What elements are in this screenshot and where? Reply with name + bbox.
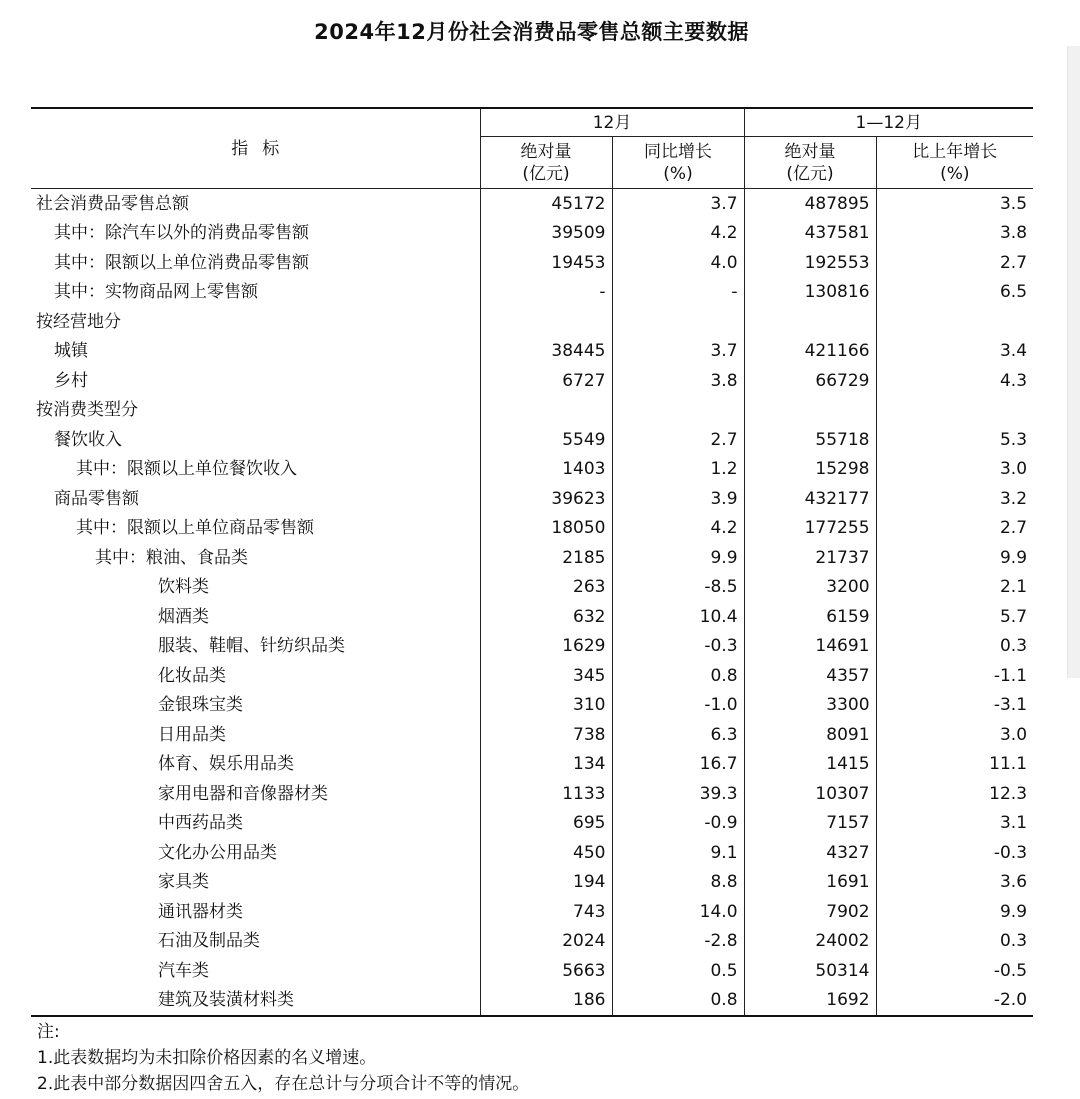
data-table <box>31 107 1033 1017</box>
ytd-yoy-cell: -0.3 <box>876 838 1033 868</box>
ytd-absolute-cell: 8091 <box>744 720 876 750</box>
table-row <box>31 632 1033 662</box>
month-absolute-cell: 2024 <box>480 927 612 957</box>
table-row <box>31 927 1033 957</box>
table-row <box>31 602 1033 632</box>
ytd-absolute-cell: 432177 <box>744 484 876 514</box>
month-yoy-label: 同比增长 <box>644 141 712 162</box>
ytd-yoy-cell: 12.3 <box>876 779 1033 809</box>
month-yoy-cell: -0.9 <box>612 809 744 839</box>
month-yoy-cell: 8.8 <box>612 868 744 898</box>
row-name: 体育、娱乐用品类 <box>31 750 480 780</box>
table-row <box>31 189 1033 219</box>
table-row <box>31 956 1033 986</box>
row-name: 其中：限额以上单位商品零售额 <box>31 514 480 544</box>
ytd-yoy-cell: 2.7 <box>876 248 1033 278</box>
ytd-absolute-cell: 4357 <box>744 661 876 691</box>
ytd-absolute-cell: 421166 <box>744 337 876 367</box>
row-name: 文化办公用品类 <box>31 838 480 868</box>
month-absolute-cell: 194 <box>480 868 612 898</box>
ytd-absolute-cell: 1415 <box>744 750 876 780</box>
row-name: 其中：除汽车以外的消费品零售额 <box>31 219 480 249</box>
month-yoy-cell: -1.0 <box>612 691 744 721</box>
month-absolute-unit: (亿元) <box>522 163 570 184</box>
row-name: 日用品类 <box>31 720 480 750</box>
ytd-yoy-cell: 9.9 <box>876 897 1033 927</box>
ytd-yoy-cell: -3.1 <box>876 691 1033 721</box>
month-absolute-cell: - <box>480 278 612 308</box>
row-name: 其中：粮油、食品类 <box>31 543 480 573</box>
month-absolute-cell: 1403 <box>480 455 612 485</box>
month-yoy-cell: 16.7 <box>612 750 744 780</box>
row-name: 家用电器和音像器材类 <box>31 779 480 809</box>
scrollbar-strip <box>1067 46 1080 678</box>
table-row <box>31 543 1033 573</box>
month-yoy-cell: -0.3 <box>612 632 744 662</box>
row-name: 其中：限额以上单位消费品零售额 <box>31 248 480 278</box>
table-row <box>31 779 1033 809</box>
row-name: 商品零售额 <box>31 484 480 514</box>
month-absolute-cell: 19453 <box>480 248 612 278</box>
ytd-absolute-cell: 10307 <box>744 779 876 809</box>
ytd-absolute-label: 绝对量 <box>784 141 836 162</box>
table-row <box>31 809 1033 839</box>
table-row <box>31 484 1033 514</box>
month-yoy-cell: 3.9 <box>612 484 744 514</box>
ytd-yoy-cell: 6.5 <box>876 278 1033 308</box>
month-absolute-cell: 186 <box>480 986 612 1017</box>
ytd-absolute-cell: 14691 <box>744 632 876 662</box>
note-line-1: 1.此表数据均为未扣除价格因素的名义增速。 <box>37 1048 377 1068</box>
month-yoy-cell: 4.2 <box>612 514 744 544</box>
ytd-absolute-cell: 177255 <box>744 514 876 544</box>
table-row <box>31 720 1033 750</box>
row-name: 按消费类型分 <box>31 396 480 426</box>
ytd-yoy-cell: -0.5 <box>876 956 1033 986</box>
ytd-yoy-cell: 2.1 <box>876 573 1033 603</box>
table-row <box>31 661 1033 691</box>
row-name: 化妆品类 <box>31 661 480 691</box>
month-yoy-cell: 0.8 <box>612 986 744 1017</box>
row-name: 其中：实物商品网上零售额 <box>31 278 480 308</box>
month-yoy-cell: 4.2 <box>612 219 744 249</box>
ytd-absolute-cell: 50314 <box>744 956 876 986</box>
ytd-absolute-cell: 1692 <box>744 986 876 1017</box>
ytd-yoy-cell: 3.5 <box>876 189 1033 219</box>
month-absolute-cell: 18050 <box>480 514 612 544</box>
row-name: 石油及制品类 <box>31 927 480 957</box>
month-absolute-cell: 1133 <box>480 779 612 809</box>
ytd-absolute-cell: 15298 <box>744 455 876 485</box>
row-name: 其中：限额以上单位餐饮收入 <box>31 455 480 485</box>
row-name: 服装、鞋帽、针纺织品类 <box>31 632 480 662</box>
month-absolute-cell: 345 <box>480 661 612 691</box>
table-body <box>31 189 1033 1017</box>
month-yoy-cell: 3.8 <box>612 366 744 396</box>
month-yoy-header <box>612 137 744 189</box>
row-name: 建筑及装潢材料类 <box>31 986 480 1017</box>
month-absolute-cell: 2185 <box>480 543 612 573</box>
table-row <box>31 455 1033 485</box>
ytd-absolute-header <box>744 137 876 189</box>
ytd-yoy-cell: -1.1 <box>876 661 1033 691</box>
ytd-yoy-cell: 3.6 <box>876 868 1033 898</box>
row-name: 金银珠宝类 <box>31 691 480 721</box>
ytd-yoy-cell: 0.3 <box>876 632 1033 662</box>
ytd-absolute-cell: 66729 <box>744 366 876 396</box>
table-row <box>31 307 1033 337</box>
month-yoy-cell: -2.8 <box>612 927 744 957</box>
ytd-yoy-cell: 3.2 <box>876 484 1033 514</box>
ytd-absolute-cell: 437581 <box>744 219 876 249</box>
month-absolute-cell: 450 <box>480 838 612 868</box>
month-yoy-cell: 9.9 <box>612 543 744 573</box>
month-yoy-cell: 0.8 <box>612 661 744 691</box>
ytd-absolute-cell: 21737 <box>744 543 876 573</box>
table-row <box>31 750 1033 780</box>
ytd-absolute-cell: 7157 <box>744 809 876 839</box>
table-row <box>31 425 1033 455</box>
month-group-header: 12月 <box>480 108 744 137</box>
month-absolute-cell: 263 <box>480 573 612 603</box>
ytd-absolute-cell: 130816 <box>744 278 876 308</box>
month-yoy-cell: 14.0 <box>612 897 744 927</box>
month-absolute-cell <box>480 307 612 337</box>
ytd-yoy-header <box>876 137 1033 189</box>
month-yoy-cell: 10.4 <box>612 602 744 632</box>
month-absolute-cell: 5549 <box>480 425 612 455</box>
ytd-yoy-cell: 3.8 <box>876 219 1033 249</box>
ytd-absolute-cell: 192553 <box>744 248 876 278</box>
ytd-yoy-cell: 3.0 <box>876 455 1033 485</box>
month-yoy-cell: - <box>612 278 744 308</box>
ytd-absolute-unit: (亿元) <box>786 163 834 184</box>
table-row <box>31 986 1033 1017</box>
row-name: 社会消费品零售总额 <box>31 189 480 219</box>
ytd-absolute-cell: 1691 <box>744 868 876 898</box>
month-absolute-cell: 632 <box>480 602 612 632</box>
ytd-absolute-cell: 487895 <box>744 189 876 219</box>
ytd-yoy-cell: 3.4 <box>876 337 1033 367</box>
table-row <box>31 366 1033 396</box>
month-yoy-cell: 2.7 <box>612 425 744 455</box>
month-yoy-cell: 1.2 <box>612 455 744 485</box>
ytd-absolute-cell <box>744 396 876 426</box>
ytd-yoy-cell: 9.9 <box>876 543 1033 573</box>
table-row <box>31 219 1033 249</box>
month-yoy-cell: 4.0 <box>612 248 744 278</box>
month-yoy-cell: 6.3 <box>612 720 744 750</box>
row-name: 按经营地分 <box>31 307 480 337</box>
row-name: 汽车类 <box>31 956 480 986</box>
row-name: 中西药品类 <box>31 809 480 839</box>
month-absolute-cell: 38445 <box>480 337 612 367</box>
month-yoy-cell: 3.7 <box>612 337 744 367</box>
month-yoy-cell <box>612 396 744 426</box>
row-name: 通讯器材类 <box>31 897 480 927</box>
ytd-absolute-cell: 3300 <box>744 691 876 721</box>
month-yoy-unit: (%) <box>663 163 693 184</box>
month-absolute-cell: 45172 <box>480 189 612 219</box>
ytd-yoy-cell: 5.7 <box>876 602 1033 632</box>
ytd-absolute-cell: 7902 <box>744 897 876 927</box>
ytd-yoy-cell <box>876 307 1033 337</box>
month-absolute-cell: 310 <box>480 691 612 721</box>
table-row <box>31 278 1033 308</box>
ytd-yoy-label: 比上年增长 <box>912 141 998 162</box>
ytd-absolute-cell: 24002 <box>744 927 876 957</box>
row-name: 烟酒类 <box>31 602 480 632</box>
ytd-absolute-cell: 6159 <box>744 602 876 632</box>
ytd-absolute-cell: 55718 <box>744 425 876 455</box>
month-absolute-cell: 695 <box>480 809 612 839</box>
notes-label: 注: <box>37 1022 60 1042</box>
ytd-yoy-cell <box>876 396 1033 426</box>
table-row <box>31 897 1033 927</box>
table-row <box>31 838 1033 868</box>
page-title: 2024年12月份社会消费品零售总额主要数据 <box>314 20 749 44</box>
month-absolute-header <box>480 137 612 189</box>
ytd-yoy-cell: 3.1 <box>876 809 1033 839</box>
table-row <box>31 396 1033 426</box>
table-row <box>31 573 1033 603</box>
month-yoy-cell: 9.1 <box>612 838 744 868</box>
table-row <box>31 691 1033 721</box>
row-name: 饮料类 <box>31 573 480 603</box>
month-absolute-cell: 1629 <box>480 632 612 662</box>
month-absolute-cell <box>480 396 612 426</box>
ytd-yoy-cell: 0.3 <box>876 927 1033 957</box>
month-absolute-label: 绝对量 <box>520 141 572 162</box>
ytd-yoy-cell: 5.3 <box>876 425 1033 455</box>
table-row <box>31 248 1033 278</box>
row-name: 乡村 <box>31 366 480 396</box>
month-absolute-cell: 743 <box>480 897 612 927</box>
ytd-yoy-unit: (%) <box>940 163 970 184</box>
indicator-header: 指标 <box>31 108 480 189</box>
notes <box>37 1019 529 1097</box>
table-row <box>31 337 1033 367</box>
month-yoy-cell: -8.5 <box>612 573 744 603</box>
month-absolute-cell: 134 <box>480 750 612 780</box>
ytd-yoy-cell: 3.0 <box>876 720 1033 750</box>
table-header <box>31 108 1033 189</box>
ytd-yoy-cell: 11.1 <box>876 750 1033 780</box>
month-yoy-cell <box>612 307 744 337</box>
month-absolute-cell: 39623 <box>480 484 612 514</box>
month-absolute-cell: 738 <box>480 720 612 750</box>
ytd-absolute-cell <box>744 307 876 337</box>
row-name: 家具类 <box>31 868 480 898</box>
ytd-yoy-cell: 2.7 <box>876 514 1033 544</box>
ytd-yoy-cell: -2.0 <box>876 986 1033 1017</box>
row-name: 餐饮收入 <box>31 425 480 455</box>
note-line-2: 2.此表中部分数据因四舍五入，存在总计与分项合计不等的情况。 <box>37 1074 530 1094</box>
table-row <box>31 868 1033 898</box>
month-absolute-cell: 5663 <box>480 956 612 986</box>
ytd-yoy-cell: 4.3 <box>876 366 1033 396</box>
ytd-absolute-cell: 3200 <box>744 573 876 603</box>
ytd-group-header: 1—12月 <box>744 108 1033 137</box>
row-name: 城镇 <box>31 337 480 367</box>
month-yoy-cell: 3.7 <box>612 189 744 219</box>
month-yoy-cell: 0.5 <box>612 956 744 986</box>
month-yoy-cell: 39.3 <box>612 779 744 809</box>
month-absolute-cell: 6727 <box>480 366 612 396</box>
month-absolute-cell: 39509 <box>480 219 612 249</box>
ytd-absolute-cell: 4327 <box>744 838 876 868</box>
table-row <box>31 514 1033 544</box>
